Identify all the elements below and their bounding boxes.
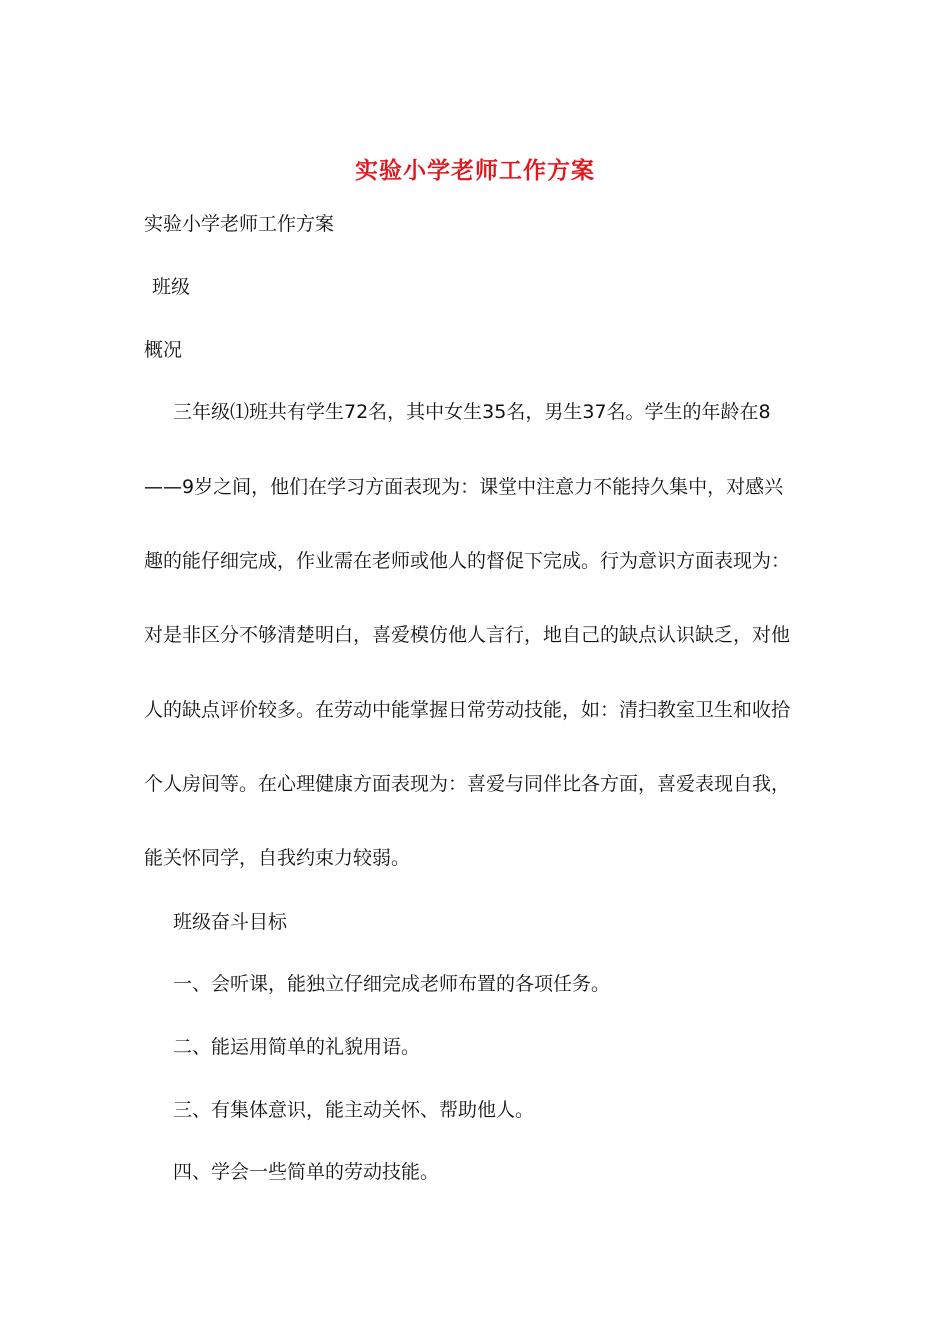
paragraph-line: 对是非区分不够清楚明白，喜爱模仿他人言行，地自己的缺点认识缺乏，对他 bbox=[144, 624, 791, 646]
paragraph-line: ——9岁之间，他们在学习方面表现为：课堂中注意力不能持久集中，对感兴 bbox=[144, 476, 784, 498]
paragraph-line: 趣的能仔细完成，作业需在老师或他人的督促下完成。行为意识方面表现为： bbox=[144, 550, 791, 572]
paragraph-line: 三年级⑴班共有学生72名，其中女生35名，男生37名。学生的年龄在8 bbox=[173, 401, 771, 423]
goals-heading: 班级奋斗目标 bbox=[173, 911, 288, 933]
document-title: 实验小学老师工作方案 bbox=[355, 157, 595, 184]
goal-item: 四、学会一些简单的劳动技能。 bbox=[173, 1161, 440, 1183]
paragraph-line: 人的缺点评价较多。在劳动中能掌握日常劳动技能，如：清扫教室卫生和收拾 bbox=[144, 699, 791, 721]
document-subtitle: 实验小学老师工作方案 bbox=[144, 213, 335, 235]
section-overview-label: 概况 bbox=[144, 339, 183, 361]
goal-item: 二、能运用简单的礼貌用语。 bbox=[173, 1036, 421, 1058]
goal-item: 三、有集体意识，能主动关怀、帮助他人。 bbox=[173, 1099, 535, 1121]
paragraph-line: 个人房间等。在心理健康方面表现为：喜爱与同伴比各方面，喜爱表现自我， bbox=[144, 773, 791, 795]
goal-item: 一、会听课，能独立仔细完成老师布置的各项任务。 bbox=[173, 973, 611, 995]
paragraph-line: 能关怀同学，自我约束力较弱。 bbox=[144, 847, 411, 869]
section-class-label: 班级 bbox=[152, 276, 191, 298]
